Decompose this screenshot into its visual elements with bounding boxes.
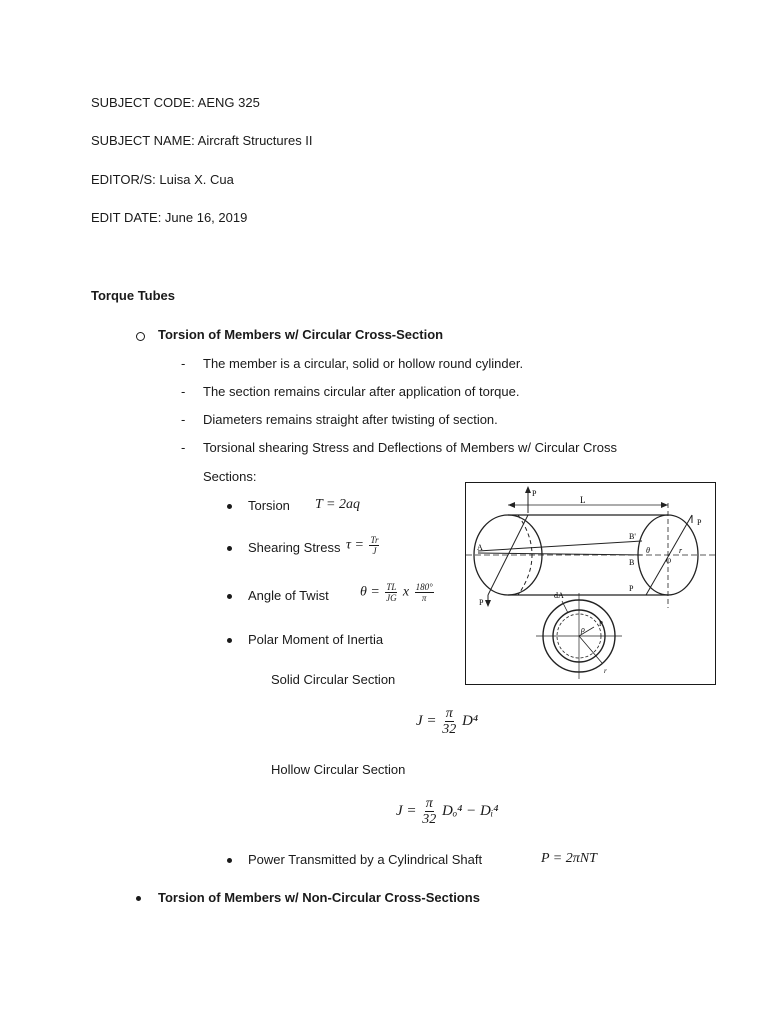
twist-denominator: JG <box>386 593 397 603</box>
label-b: B <box>629 558 635 567</box>
label-b-prime: B' <box>629 532 636 541</box>
torsion-diagram <box>466 483 715 684</box>
label-p-right: P <box>697 518 702 527</box>
bullet-icon <box>136 896 141 901</box>
label-rho: ρ <box>581 625 585 634</box>
list-item-continuation: Sections: <box>203 469 257 484</box>
torsion-label: Torsion <box>248 498 290 513</box>
power-equation: P = 2πNT <box>541 851 597 866</box>
label-p-top: P <box>532 489 537 498</box>
shear-denominator: J <box>372 546 377 556</box>
label-length: L <box>580 495 586 505</box>
dash-icon: - <box>181 356 186 371</box>
subsection-noncircular: Torsion of Members w/ Non-Circular Cross-Sections <box>158 890 480 905</box>
twist-label: Angle of Twist <box>248 588 329 603</box>
twist-fraction-2 <box>415 582 434 603</box>
dash-icon: - <box>181 384 186 399</box>
twist-lhs: θ = <box>360 584 380 600</box>
list-item: Diameters remains straight after twisting of section. <box>203 412 498 427</box>
label-a: A <box>477 543 483 552</box>
twist-denominator-2: π <box>421 593 427 603</box>
shear-equation <box>346 535 381 556</box>
shear-fraction <box>369 535 379 556</box>
section-title: Torque Tubes <box>91 288 176 303</box>
dash-icon: - <box>181 440 186 455</box>
hollow-fraction <box>422 796 436 827</box>
solid-equation <box>416 706 478 737</box>
label-p-left-bottom: P <box>479 598 484 607</box>
hollow-label: Hollow Circular Section <box>271 762 406 777</box>
shear-lhs: τ = <box>346 537 364 553</box>
torsion-figure <box>465 482 716 685</box>
solid-numerator: π <box>445 706 453 721</box>
bullet-icon <box>227 858 232 863</box>
solid-fraction <box>442 706 456 737</box>
shear-numerator: Tr <box>370 535 379 545</box>
subject-name: SUBJECT NAME: Aircraft Structures II <box>91 133 313 148</box>
list-item: The section remains circular after application of torque. <box>203 384 520 399</box>
edit-date: EDIT DATE: June 16, 2019 <box>91 210 248 225</box>
hollow-equation <box>396 796 498 827</box>
solid-denominator: 32 <box>442 722 457 737</box>
subject-code: SUBJECT CODE: AENG 325 <box>91 95 260 110</box>
hollow-lhs: J = <box>396 802 417 819</box>
editors: EDITOR/S: Luisa X. Cua <box>91 172 234 187</box>
label-theta: θ <box>646 546 650 555</box>
label-r2: r <box>604 667 607 675</box>
label-r: r <box>679 546 683 555</box>
torsion-equation: T = 2aq <box>315 497 360 512</box>
twist-equation <box>360 582 436 603</box>
list-item: The member is a circular, solid or hollow round cylinder. <box>203 356 524 371</box>
twist-numerator: TL <box>386 582 397 592</box>
twist-numerator-2: 180° <box>415 582 433 592</box>
subsection-circular: Torsion of Members w/ Circular Cross-Section <box>158 327 444 342</box>
bullet-icon <box>227 546 232 551</box>
polar-label: Polar Moment of Inertia <box>248 632 384 647</box>
circle-bullet-icon <box>136 332 145 341</box>
dash-icon: - <box>181 412 186 427</box>
label-p-small: P <box>599 620 603 628</box>
hollow-denominator: 32 <box>422 812 437 827</box>
bullet-icon <box>227 638 232 643</box>
twist-fraction <box>385 582 397 603</box>
twist-times: x <box>402 584 410 600</box>
solid-label: Solid Circular Section <box>271 672 396 687</box>
label-p-mid: P <box>629 584 634 593</box>
bullet-icon <box>227 594 232 599</box>
solid-lhs: J = <box>416 712 437 729</box>
power-label: Power Transmitted by a Cylindrical Shaft <box>248 852 483 867</box>
shear-label: Shearing Stress <box>248 540 341 555</box>
hollow-rhs: Dₒ⁴ − Dᵢ⁴ <box>442 802 499 819</box>
hollow-numerator: π <box>425 796 433 811</box>
solid-rhs: D⁴ <box>462 712 479 729</box>
bullet-icon <box>227 504 232 509</box>
label-da: dA <box>554 591 564 600</box>
label-o: O <box>666 557 672 565</box>
list-item: Torsional shearing Stress and Deflections of Members w/ Circular Cross <box>203 440 617 455</box>
